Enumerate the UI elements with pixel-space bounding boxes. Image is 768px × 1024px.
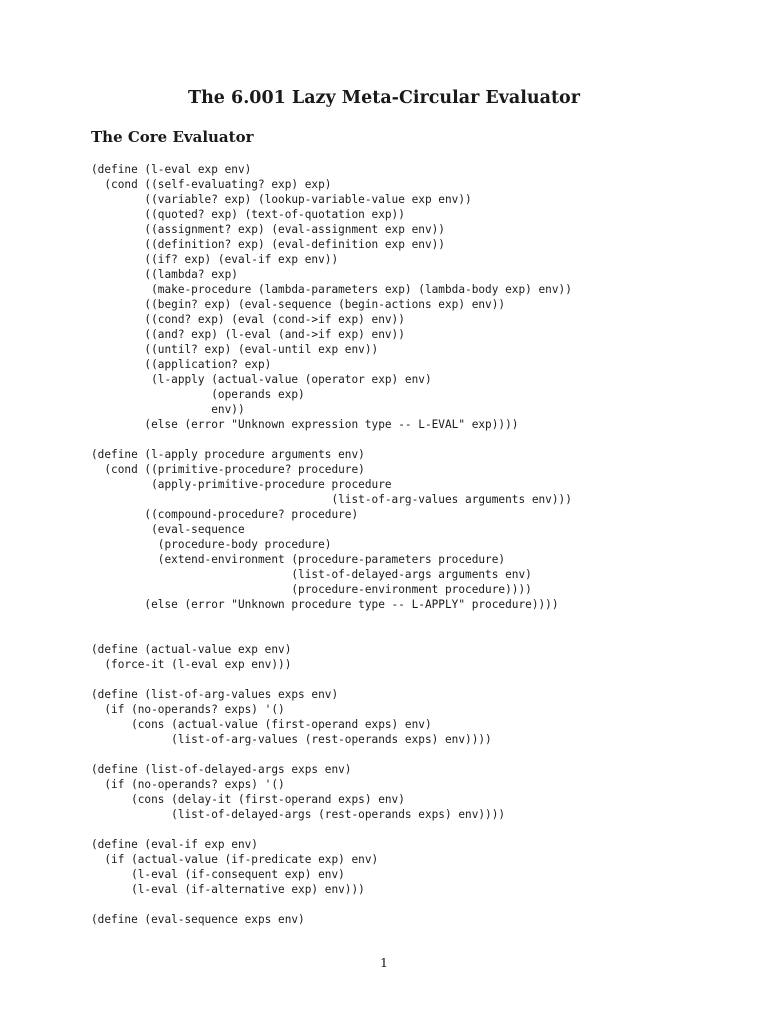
code-line [91, 822, 751, 837]
code-line: (list-of-arg-values arguments env))) [91, 493, 572, 506]
code-line: ((lambda? exp) [91, 268, 238, 281]
code-line: (cond ((primitive-procedure? procedure) [91, 463, 365, 476]
code-line: (l-eval (if-consequent exp) env) [91, 868, 345, 881]
code-line: (cond ((self-evaluating? exp) exp) [91, 178, 332, 191]
code-line: ((application? exp) [91, 358, 272, 371]
code-line: (else (error "Unknown expression type -- L-EVAL" exp)))) [91, 418, 519, 431]
code-line: (l-apply (actual-value (operator exp) env) [91, 373, 432, 386]
code-line: (operands exp) [91, 388, 305, 401]
code-line: (if (actual-value (if-predicate exp) env) [91, 853, 379, 866]
code-line: (if (no-operands? exps) '() [91, 703, 285, 716]
code-line: (l-eval (if-alternative exp) env))) [91, 883, 365, 896]
code-line [91, 672, 751, 687]
code-line: (else (error "Unknown procedure type -- L-APPLY" procedure)))) [91, 598, 559, 611]
page-title: The 6.001 Lazy Meta-Circular Evaluator [188, 88, 580, 108]
code-line [91, 897, 751, 912]
code-line: (cons (delay-it (first-operand exps) env) [91, 793, 405, 806]
code-line: ((definition? exp) (eval-definition exp env)) [91, 238, 445, 251]
code-line: ((variable? exp) (lookup-variable-value exp env)) [91, 193, 472, 206]
code-line: (define (list-of-delayed-args exps env) [91, 763, 352, 776]
code-listing [91, 162, 751, 927]
code-line: (list-of-arg-values (rest-operands exps) env)))) [91, 733, 492, 746]
code-line: (force-it (l-eval exp env))) [91, 658, 292, 671]
code-line: ((quoted? exp) (text-of-quotation exp)) [91, 208, 405, 221]
code-line: (list-of-delayed-args (rest-operands exps) env)))) [91, 808, 506, 821]
code-line: (apply-primitive-procedure procedure [91, 478, 392, 491]
page-number: 1 [380, 955, 388, 970]
code-line: env)) [91, 403, 245, 416]
code-line: (define (list-of-arg-values exps env) [91, 688, 339, 701]
code-line: (define (l-eval exp env) [91, 163, 252, 176]
code-line [91, 747, 751, 762]
code-line: (procedure-body procedure) [91, 538, 332, 551]
code-line: (procedure-environment procedure)))) [91, 583, 532, 596]
code-line [91, 627, 751, 642]
code-line: (define (eval-sequence exps env) [91, 913, 305, 926]
code-line: (define (actual-value exp env) [91, 643, 292, 656]
code-line [91, 612, 751, 627]
code-line: ((if? exp) (eval-if exp env)) [91, 253, 339, 266]
code-line: ((compound-procedure? procedure) [91, 508, 359, 521]
code-line: (define (l-apply procedure arguments env) [91, 448, 365, 461]
code-line: ((and? exp) (l-eval (and->if exp) env)) [91, 328, 405, 341]
code-line: ((cond? exp) (eval (cond->if exp) env)) [91, 313, 405, 326]
section-heading: The Core Evaluator [91, 128, 254, 146]
code-line: (make-procedure (lambda-parameters exp) (lambda-body exp) env)) [91, 283, 572, 296]
code-line: ((begin? exp) (eval-sequence (begin-actions exp) env)) [91, 298, 506, 311]
code-line: (cons (actual-value (first-operand exps) env) [91, 718, 432, 731]
code-line: (extend-environment (procedure-parameters procedure) [91, 553, 506, 566]
code-line: ((until? exp) (eval-until exp env)) [91, 343, 379, 356]
code-line: (eval-sequence [91, 523, 245, 536]
code-line [91, 432, 751, 447]
code-line: ((assignment? exp) (eval-assignment exp env)) [91, 223, 445, 236]
code-line: (if (no-operands? exps) '() [91, 778, 285, 791]
code-line: (define (eval-if exp env) [91, 838, 258, 851]
code-line: (list-of-delayed-args arguments env) [91, 568, 532, 581]
